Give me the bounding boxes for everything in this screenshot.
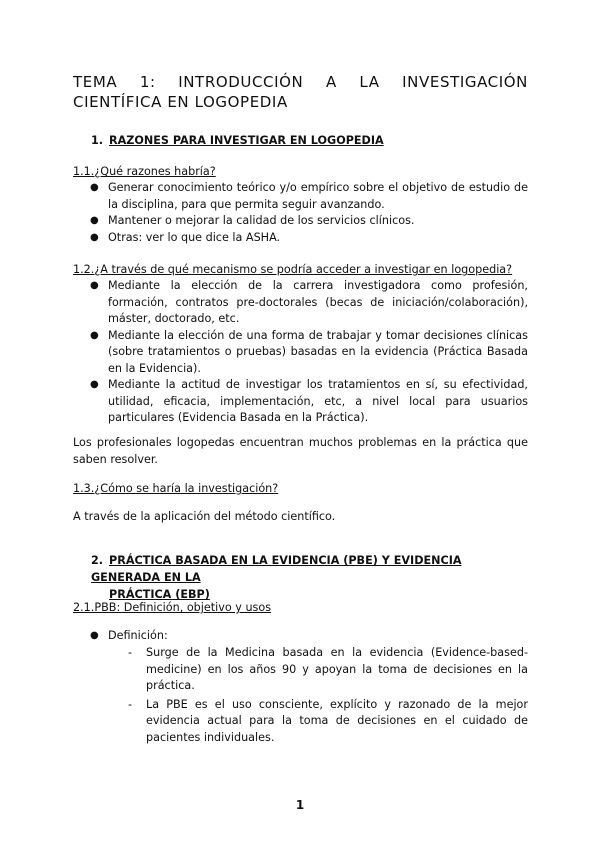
section-1-heading — [91, 132, 384, 149]
subsection-2-1-heading: 2.1.PBB: Definición, objetivo y usos — [73, 601, 272, 614]
list-item: ● Mantener o mejorar la calidad de los servicios clínicos. — [90, 213, 528, 230]
subsection-1-3-paragraph: A través de la aplicación del método científico. — [73, 510, 336, 523]
list-item: ● Mediante la elección de una forma de trabajar y tomar decisiones clínicas (sobre tratamientos o pruebas) basadas en la evidencia (Práctica Basada en la Evidencia). — [90, 328, 528, 378]
page-number: 1 — [295, 798, 305, 812]
section-2-heading — [91, 552, 531, 603]
section-1-title: RAZONES PARA INVESTIGAR EN LOGOPEDIA — [109, 134, 384, 147]
subsection-2-1-list — [90, 628, 528, 645]
document-title: TEMA 1: INTRODUCCIÓN A LA INVESTIGACIÓN CIENTÍFICA EN LOGOPEDIA — [73, 73, 528, 111]
list-item: ● Mediante la elección de la carrera investigadora como profesión, formación, contratos pre-doctorales (becas de iniciación/colaboración), máster, doctorado, etc. — [90, 278, 528, 328]
section-1-number: 1. — [91, 134, 104, 147]
definition-dash-list — [128, 645, 528, 748]
section-2-title-line-1: PRÁCTICA BASADA EN LA EVIDENCIA (PBE) Y EVIDENCIA GENERADA EN LA — [91, 554, 462, 584]
subsection-1-1-list — [90, 180, 528, 246]
subsection-1-2-heading: 1.2.¿A través de qué mecanismo se podría acceder a investigar en logopedia? — [73, 263, 513, 276]
list-item: ● Generar conocimiento teórico y/o empírico sobre el objetivo de estudio de la disciplina, para que permita seguir avanzando. — [90, 180, 528, 213]
section-2-number: 2. — [91, 554, 104, 567]
subsection-1-2-list — [90, 278, 528, 427]
list-item: ● Otras: ver lo que dice la ASHA. — [90, 230, 528, 247]
list-item: ● Mediante la actitud de investigar los tratamientos en sí, su efectividad, utilidad, eficacia, implementación, etc, a nivel local para usuarios particulares (Evidencia Basada en la Práctica). — [90, 377, 528, 427]
subsection-1-2-paragraph: Los profesionales logopedas encuentran muchos problemas en la práctica que saben resolver. — [73, 436, 528, 466]
dash-item: - La PBE es el uso consciente, explícito y razonado de la mejor evidencia actual para la toma de decisiones en el cuidado de pacientes individuales. — [128, 697, 528, 747]
section-2-title-line-2: PRÁCTICA (EBP) — [109, 588, 210, 601]
subsection-1-3-heading: 1.3.¿Cómo se haría la investigación? — [73, 482, 279, 495]
dash-item: - Surge de la Medicina basada en la evidencia (Evidence-based-medicine) en los años 90 y apoyan la toma de decisiones en la práctica. — [128, 645, 528, 695]
subsection-1-1-heading: 1.1.¿Qué razones habría? — [73, 165, 216, 178]
list-item: ● Definición: — [90, 628, 528, 645]
